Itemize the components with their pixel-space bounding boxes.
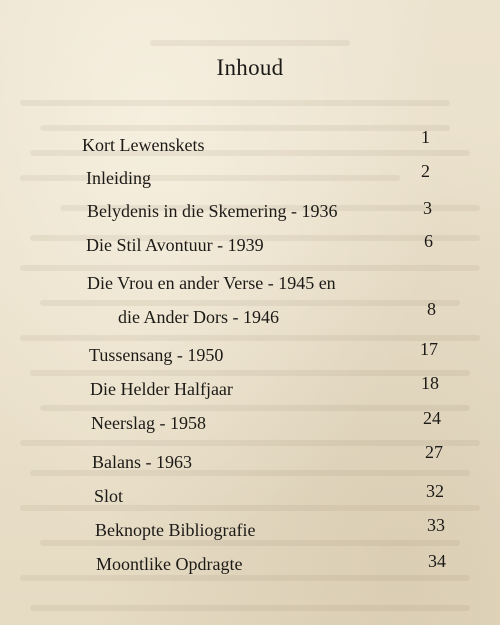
page-title: Inhoud	[216, 55, 284, 80]
toc-entry-page: 3	[423, 198, 432, 218]
toc-entry-label: Die Stil Avontuur - 1939	[86, 235, 264, 255]
toc-entry-label: Inleiding	[86, 168, 151, 188]
toc-entry-page: 8	[427, 299, 436, 319]
toc-entry-label: Belydenis in die Skemering - 1936	[87, 201, 338, 221]
toc-entry-page: 24	[423, 408, 441, 428]
toc-entry-label: Moontlike Opdragte	[96, 554, 243, 574]
toc-entry-page: 6	[424, 231, 433, 251]
toc-entry-label: Die Helder Halfjaar	[90, 379, 233, 399]
toc-entry-page: 32	[426, 481, 444, 501]
toc-entry-label: Neerslag - 1958	[91, 413, 206, 433]
toc-entry-label: Slot	[94, 486, 124, 506]
toc-entry-page: 2	[421, 161, 430, 181]
toc-entry-page: 1	[421, 127, 430, 147]
toc-entry-page: 17	[420, 339, 438, 359]
toc-entry-label: Tussensang - 1950	[89, 345, 224, 365]
toc-entry-page: 27	[425, 442, 443, 462]
toc-entry-label: die Ander Dors - 1946	[118, 307, 279, 327]
toc-entry-label: Kort Lewenskets	[82, 135, 205, 155]
toc-entry-page: 18	[421, 373, 439, 393]
toc-entry-page: 33	[427, 515, 445, 535]
toc-entry-label: Balans - 1963	[92, 452, 192, 472]
toc-entry-page: 34	[428, 551, 446, 571]
toc-entry-label: Die Vrou en ander Verse - 1945 en	[87, 273, 336, 293]
toc-entry-label: Beknopte Bibliografie	[95, 520, 256, 540]
